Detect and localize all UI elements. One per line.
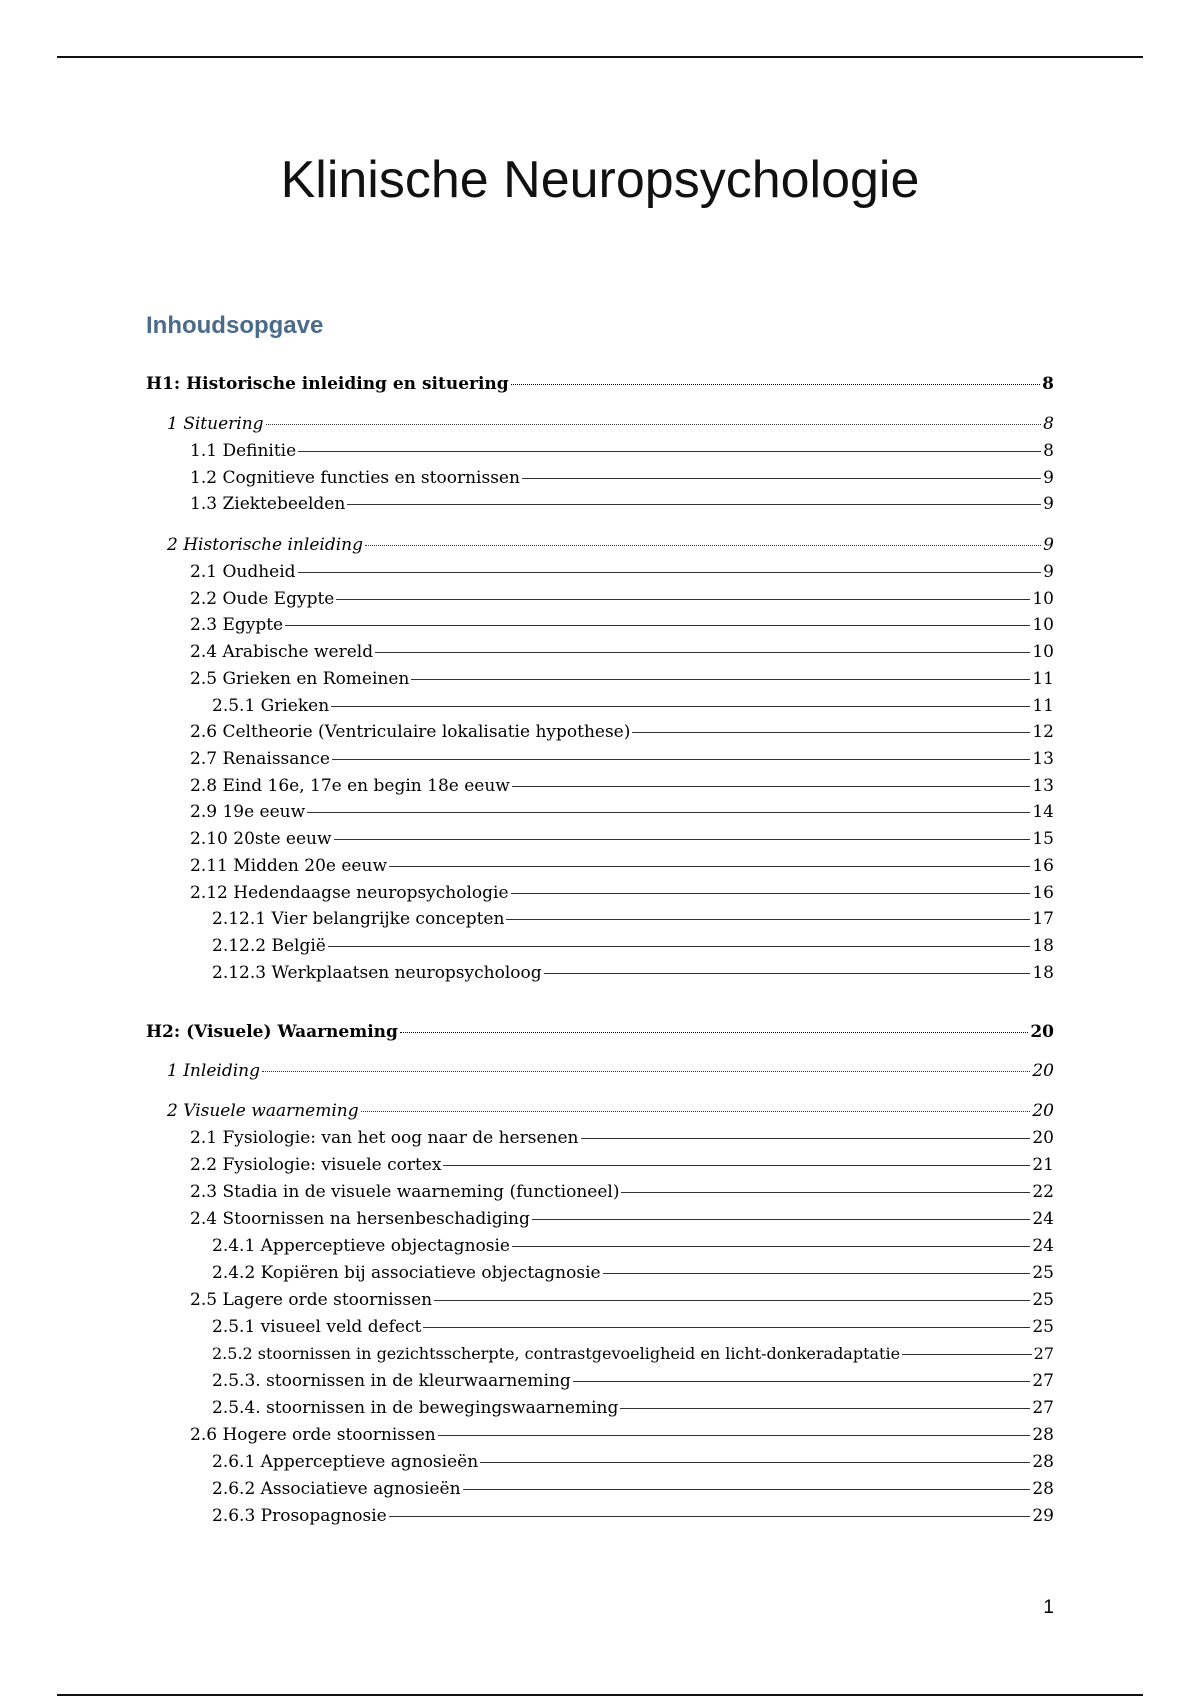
toc-entry-page: 13 bbox=[1032, 776, 1054, 796]
toc-entry-page: 25 bbox=[1032, 1263, 1054, 1283]
toc-entry-page: 28 bbox=[1032, 1425, 1054, 1445]
toc-subsubsection-entry[interactable] bbox=[212, 936, 1054, 956]
toc-leader bbox=[512, 1245, 1030, 1247]
toc-entry-label: 2.5.2 stoornissen in gezichtsscherpte, contrastgevoeligheid en licht-donkeradaptatie bbox=[212, 1344, 901, 1363]
toc-entry-page: 11 bbox=[1032, 669, 1054, 689]
toc-subsubsection-entry[interactable] bbox=[212, 1398, 1054, 1418]
toc-subsection-entry[interactable] bbox=[190, 589, 1054, 609]
toc-entry-page: 10 bbox=[1032, 615, 1054, 635]
toc-subsection-entry[interactable] bbox=[190, 562, 1054, 582]
toc-leader bbox=[411, 678, 1030, 680]
toc-leader bbox=[621, 1191, 1030, 1193]
toc-chapter-entry[interactable] bbox=[146, 374, 1054, 394]
toc-leader bbox=[307, 811, 1030, 813]
toc-leader bbox=[544, 972, 1031, 974]
toc-leader bbox=[438, 1434, 1031, 1436]
toc-entry-page: 18 bbox=[1032, 936, 1054, 956]
toc-entry-page: 21 bbox=[1032, 1155, 1054, 1175]
toc-entry-page: 29 bbox=[1032, 1506, 1054, 1526]
toc-entry-page: 9 bbox=[1043, 535, 1054, 555]
toc-leader bbox=[581, 1137, 1031, 1139]
toc-entry-page: 20 bbox=[1030, 1022, 1054, 1042]
toc-entry-page: 10 bbox=[1032, 642, 1054, 662]
toc-subsection-entry[interactable] bbox=[190, 802, 1054, 822]
toc-leader bbox=[443, 1164, 1030, 1166]
toc-leader bbox=[375, 651, 1030, 653]
toc-leader bbox=[361, 1110, 1031, 1112]
toc-entry-page: 20 bbox=[1032, 1128, 1054, 1148]
toc-subsection-entry[interactable] bbox=[190, 829, 1054, 849]
toc-subsubsection-entry[interactable] bbox=[212, 909, 1054, 929]
toc-subsection-entry[interactable] bbox=[190, 615, 1054, 635]
toc-entry-page: 8 bbox=[1042, 374, 1054, 394]
toc-entry-label: 2.4 Stoornissen na hersenbeschadiging bbox=[190, 1209, 530, 1229]
toc-heading: Inhoudsopgave bbox=[146, 312, 324, 339]
toc-entry-page: 14 bbox=[1032, 802, 1054, 822]
toc-subsection-entry[interactable] bbox=[190, 1209, 1054, 1229]
toc-entry-page: 10 bbox=[1032, 589, 1054, 609]
toc-subsection-entry[interactable] bbox=[190, 749, 1054, 769]
toc-entry-page: 18 bbox=[1032, 963, 1054, 983]
toc-leader bbox=[266, 423, 1042, 425]
toc-subsection-entry[interactable] bbox=[190, 883, 1054, 903]
toc-entry-page: 16 bbox=[1032, 856, 1054, 876]
toc-leader bbox=[532, 1218, 1031, 1220]
toc-entry-label: 1 Situering bbox=[167, 414, 264, 434]
toc-entry-label: 2.3 Stadia in de visuele waarneming (functioneel) bbox=[190, 1182, 620, 1202]
toc-leader bbox=[334, 838, 1031, 840]
toc-subsubsection-entry[interactable] bbox=[212, 696, 1054, 716]
toc-chapter-entry[interactable] bbox=[146, 1022, 1054, 1042]
toc-subsubsection-entry[interactable] bbox=[212, 1344, 1054, 1363]
toc-leader bbox=[389, 1515, 1031, 1517]
toc-leader bbox=[463, 1488, 1031, 1490]
toc-entry-label: 2.2 Fysiologie: visuele cortex bbox=[190, 1155, 442, 1175]
toc-subsubsection-entry[interactable] bbox=[212, 1236, 1054, 1256]
toc-leader bbox=[328, 945, 1031, 947]
toc-entry-label: 2.2 Oude Egypte bbox=[190, 589, 335, 609]
toc-section-entry[interactable] bbox=[167, 1101, 1054, 1121]
toc-entry-page: 12 bbox=[1032, 722, 1054, 742]
toc-leader bbox=[573, 1380, 1031, 1382]
toc-leader bbox=[298, 450, 1041, 452]
toc-leader bbox=[511, 383, 1040, 385]
toc-subsubsection-entry[interactable] bbox=[212, 1317, 1054, 1337]
toc-entry-label: 2.6.2 Associatieve agnosieën bbox=[212, 1479, 461, 1499]
toc-subsection-entry[interactable] bbox=[190, 776, 1054, 796]
top-rule bbox=[57, 56, 1143, 58]
toc-subsubsection-entry[interactable] bbox=[212, 1479, 1054, 1499]
toc-entry-page: 9 bbox=[1043, 468, 1054, 488]
toc-entry-label: 2.8 Eind 16e, 17e en begin 18e eeuw bbox=[190, 776, 510, 796]
toc-entry-label: 1.1 Definitie bbox=[190, 441, 297, 461]
toc-subsection-entry[interactable] bbox=[190, 1128, 1054, 1148]
toc-entry-label: 2 Historische inleiding bbox=[167, 535, 363, 555]
toc-entry-label: 2.3 Egypte bbox=[190, 615, 284, 635]
toc-leader bbox=[262, 1070, 1030, 1072]
toc-subsubsection-entry[interactable] bbox=[212, 1452, 1054, 1472]
toc-entry-label: 2.12.2 België bbox=[212, 936, 326, 956]
toc-leader bbox=[632, 731, 1030, 733]
toc-entry-label: 2.1 Oudheid bbox=[190, 562, 296, 582]
toc-entry-page: 17 bbox=[1032, 909, 1054, 929]
toc-entry-label: 2.4 Arabische wereld bbox=[190, 642, 374, 662]
toc-entry-page: 8 bbox=[1043, 441, 1054, 461]
toc-leader bbox=[434, 1299, 1030, 1301]
toc-entry-label: 2.6 Celtheorie (Ventriculaire lokalisatie hypothese) bbox=[190, 722, 631, 742]
toc-subsubsection-entry[interactable] bbox=[212, 1506, 1054, 1526]
toc-entry-label: 2.5 Lagere orde stoornissen bbox=[190, 1290, 433, 1310]
toc-entry-label: 2.6.1 Apperceptieve agnosieën bbox=[212, 1452, 479, 1472]
toc-entry-label: 2.9 19e eeuw bbox=[190, 802, 306, 822]
toc-entry-label: 2.5.1 visueel veld defect bbox=[212, 1317, 422, 1337]
toc-subsection-entry[interactable] bbox=[190, 468, 1054, 488]
toc-entry-label: H1: Historische inleiding en situering bbox=[146, 374, 509, 394]
toc-entry-label: H2: (Visuele) Waarneming bbox=[146, 1022, 398, 1042]
toc-subsection-entry[interactable] bbox=[190, 494, 1054, 514]
toc-entry-label: 2.11 Midden 20e eeuw bbox=[190, 856, 387, 876]
toc-entry-page: 16 bbox=[1032, 883, 1054, 903]
toc-subsection-entry[interactable] bbox=[190, 722, 1054, 742]
toc-subsection-entry[interactable] bbox=[190, 856, 1054, 876]
toc-entry-label: 2.5 Grieken en Romeinen bbox=[190, 669, 410, 689]
toc-entry-page: 20 bbox=[1032, 1101, 1054, 1121]
toc-entry-label: 2.5.1 Grieken bbox=[212, 696, 330, 716]
document-title: Klinische Neuropsychologie bbox=[280, 151, 920, 209]
toc-entry-page: 9 bbox=[1043, 562, 1054, 582]
toc-subsubsection-entry[interactable] bbox=[212, 1263, 1054, 1283]
toc-entry-page: 27 bbox=[1032, 1371, 1054, 1391]
toc-entry-page: 24 bbox=[1032, 1236, 1054, 1256]
toc-section-entry[interactable] bbox=[167, 1061, 1054, 1081]
toc-subsection-entry[interactable] bbox=[190, 1155, 1054, 1175]
toc-entry-page: 27 bbox=[1033, 1344, 1054, 1363]
toc-entry-label: 2.5.4. stoornissen in de bewegingswaarneming bbox=[212, 1398, 619, 1418]
toc-subsection-entry[interactable] bbox=[190, 1182, 1054, 1202]
toc-leader bbox=[506, 918, 1030, 920]
toc-subsection-entry[interactable] bbox=[190, 1425, 1054, 1445]
toc-entry-page: 25 bbox=[1032, 1317, 1054, 1337]
toc-subsubsection-entry[interactable] bbox=[212, 963, 1054, 983]
toc-leader bbox=[331, 705, 1030, 707]
toc-entry-page: 11 bbox=[1032, 696, 1054, 716]
toc-entry-page: 27 bbox=[1032, 1398, 1054, 1418]
toc-section-entry[interactable] bbox=[167, 535, 1054, 555]
toc-entry-label: 2.12.3 Werkplaatsen neuropsycholoog bbox=[212, 963, 542, 983]
toc-entry-label: 1.3 Ziektebeelden bbox=[190, 494, 346, 514]
toc-leader bbox=[285, 624, 1030, 626]
toc-entry-page: 15 bbox=[1032, 829, 1054, 849]
toc-leader bbox=[620, 1407, 1030, 1409]
toc-leader bbox=[423, 1326, 1030, 1328]
toc-subsection-entry[interactable] bbox=[190, 642, 1054, 662]
toc-leader bbox=[389, 865, 1030, 867]
toc-entry-label: 2.7 Renaissance bbox=[190, 749, 330, 769]
toc-entry-page: 28 bbox=[1032, 1452, 1054, 1472]
toc-entry-page: 9 bbox=[1043, 494, 1054, 514]
toc-leader bbox=[902, 1353, 1032, 1355]
toc-entry-label: 1.2 Cognitieve functies en stoornissen bbox=[190, 468, 520, 488]
toc-subsubsection-entry[interactable] bbox=[212, 1371, 1054, 1391]
toc-entry-page: 20 bbox=[1032, 1061, 1054, 1081]
toc-leader bbox=[522, 477, 1041, 479]
toc-leader bbox=[336, 598, 1030, 600]
toc-entry-label: 2.5.3. stoornissen in de kleurwaarneming bbox=[212, 1371, 571, 1391]
toc-entry-label: 2.6.3 Prosopagnosie bbox=[212, 1506, 387, 1526]
toc-leader bbox=[365, 544, 1041, 546]
toc-entry-page: 28 bbox=[1032, 1479, 1054, 1499]
toc-leader bbox=[480, 1461, 1030, 1463]
toc-leader bbox=[512, 785, 1030, 787]
toc-leader bbox=[332, 758, 1030, 760]
toc-entry-label: 2.4.1 Apperceptieve objectagnosie bbox=[212, 1236, 510, 1256]
toc-leader bbox=[511, 892, 1031, 894]
toc-leader bbox=[347, 503, 1041, 505]
bottom-rule bbox=[57, 1694, 1143, 1696]
toc-entry-label: 2.12 Hedendaagse neuropsychologie bbox=[190, 883, 509, 903]
page-number: 1 bbox=[1043, 1597, 1054, 1618]
toc-entry-page: 22 bbox=[1032, 1182, 1054, 1202]
toc-entry-page: 24 bbox=[1032, 1209, 1054, 1229]
toc-leader bbox=[400, 1031, 1028, 1033]
toc-subsection-entry[interactable] bbox=[190, 1290, 1054, 1310]
toc-entry-label: 1 Inleiding bbox=[167, 1061, 260, 1081]
toc-leader bbox=[298, 571, 1042, 573]
toc-subsection-entry[interactable] bbox=[190, 669, 1054, 689]
toc-entry-label: 2.12.1 Vier belangrijke concepten bbox=[212, 909, 505, 929]
toc-entry-page: 8 bbox=[1043, 414, 1054, 434]
toc-entry-page: 25 bbox=[1032, 1290, 1054, 1310]
toc-leader bbox=[603, 1272, 1031, 1274]
toc-entry-label: 2.10 20ste eeuw bbox=[190, 829, 332, 849]
toc-section-entry[interactable] bbox=[167, 414, 1054, 434]
toc-entry-label: 2.6 Hogere orde stoornissen bbox=[190, 1425, 436, 1445]
toc-entry-page: 13 bbox=[1032, 749, 1054, 769]
toc-subsection-entry[interactable] bbox=[190, 441, 1054, 461]
toc-entry-label: 2.1 Fysiologie: van het oog naar de hersenen bbox=[190, 1128, 579, 1148]
toc-entry-label: 2.4.2 Kopiëren bij associatieve objectagnosie bbox=[212, 1263, 601, 1283]
toc-entry-label: 2 Visuele waarneming bbox=[167, 1101, 359, 1121]
